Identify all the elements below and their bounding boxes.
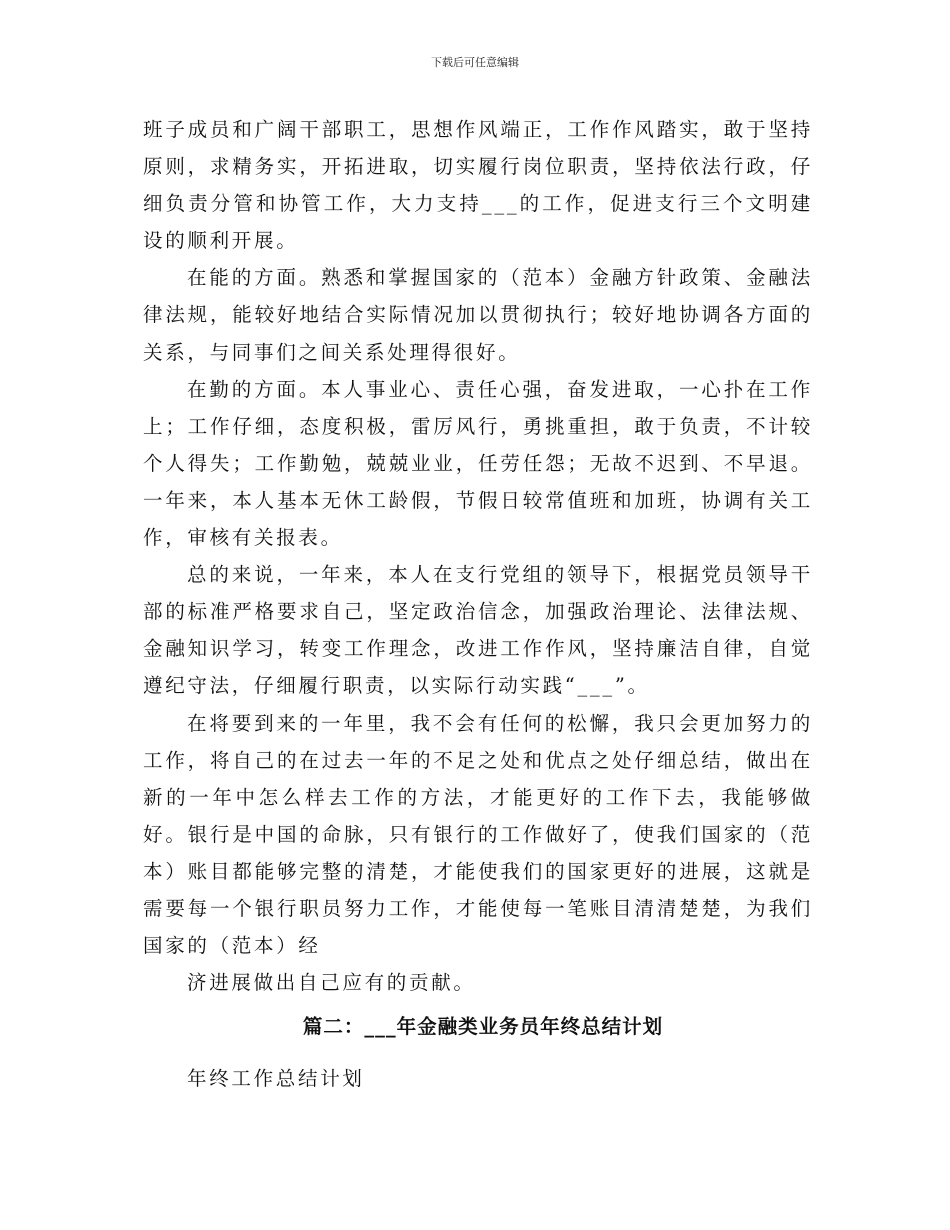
document-body: [143, 111, 813, 1001]
paragraph: 在将要到来的一年里，我不会有任何的松懈，我只会更加努力的工作，将自己的在过去一年的不足之处和优点之处仔细总结，做出在新的一年中怎么样去工作的方法，才能更好的工作下去，我能够做好。银行是中国的命脉，只有银行的工作做好了，使我们国家的（范本）账目都能够完整的清楚，才能使我们的国家更好的进展，这就是需要每一个银行职员努力工作，才能使每一笔账目清清楚楚，为我们国家的（范本）经: [143, 711, 813, 958]
paragraph: 班子成员和广阔干部职工，思想作风端正，工作作风踏实，敢于坚持原则，求精务实，开拓进取，切实履行岗位职责，坚持依法行政，仔细负责分管和协管工作，大力支持___的工作，促进支行三个文明建设的顺利开展。: [143, 118, 813, 253]
section-title: 篇二：___年金融类业务员年终总结计划: [302, 1015, 664, 1038]
paragraph: 济进展做出自己应有的贡献。: [187, 971, 476, 995]
paragraph: 在能的方面。熟悉和掌握国家的（范本）金融方针政策、金融法律法规，能较好地结合实际情况加以贯彻执行；较好地协调各方面的关系，与同事们之间关系处理得很好。: [143, 266, 813, 364]
paragraph: 在勤的方面。本人事业心、责任心强，奋发进取，一心扑在工作上；工作仔细，态度积极，雷厉风行，勇挑重担，敢于负责，不计较个人得失；工作勤勉，兢兢业业，任劳任怨；无故不迟到、不早退。一年来，本人基本无休工龄假，节假日较常值班和加班，协调有关工作，审核有关报表。: [143, 377, 813, 550]
page-header: 下载后可任意编辑: [431, 56, 519, 69]
paragraph: 总的来说，一年来，本人在支行党组的领导下，根据党员领导干部的标准严格要求自己，坚定政治信念，加强政治理论、法律法规、金融知识学习，转变工作理念，改进工作作风，坚持廉洁自律，自觉遵纪守法，仔细履行职责，以实际行动实践“___”。: [143, 563, 813, 698]
sub-heading: 年终工作总结计划: [187, 1067, 365, 1090]
